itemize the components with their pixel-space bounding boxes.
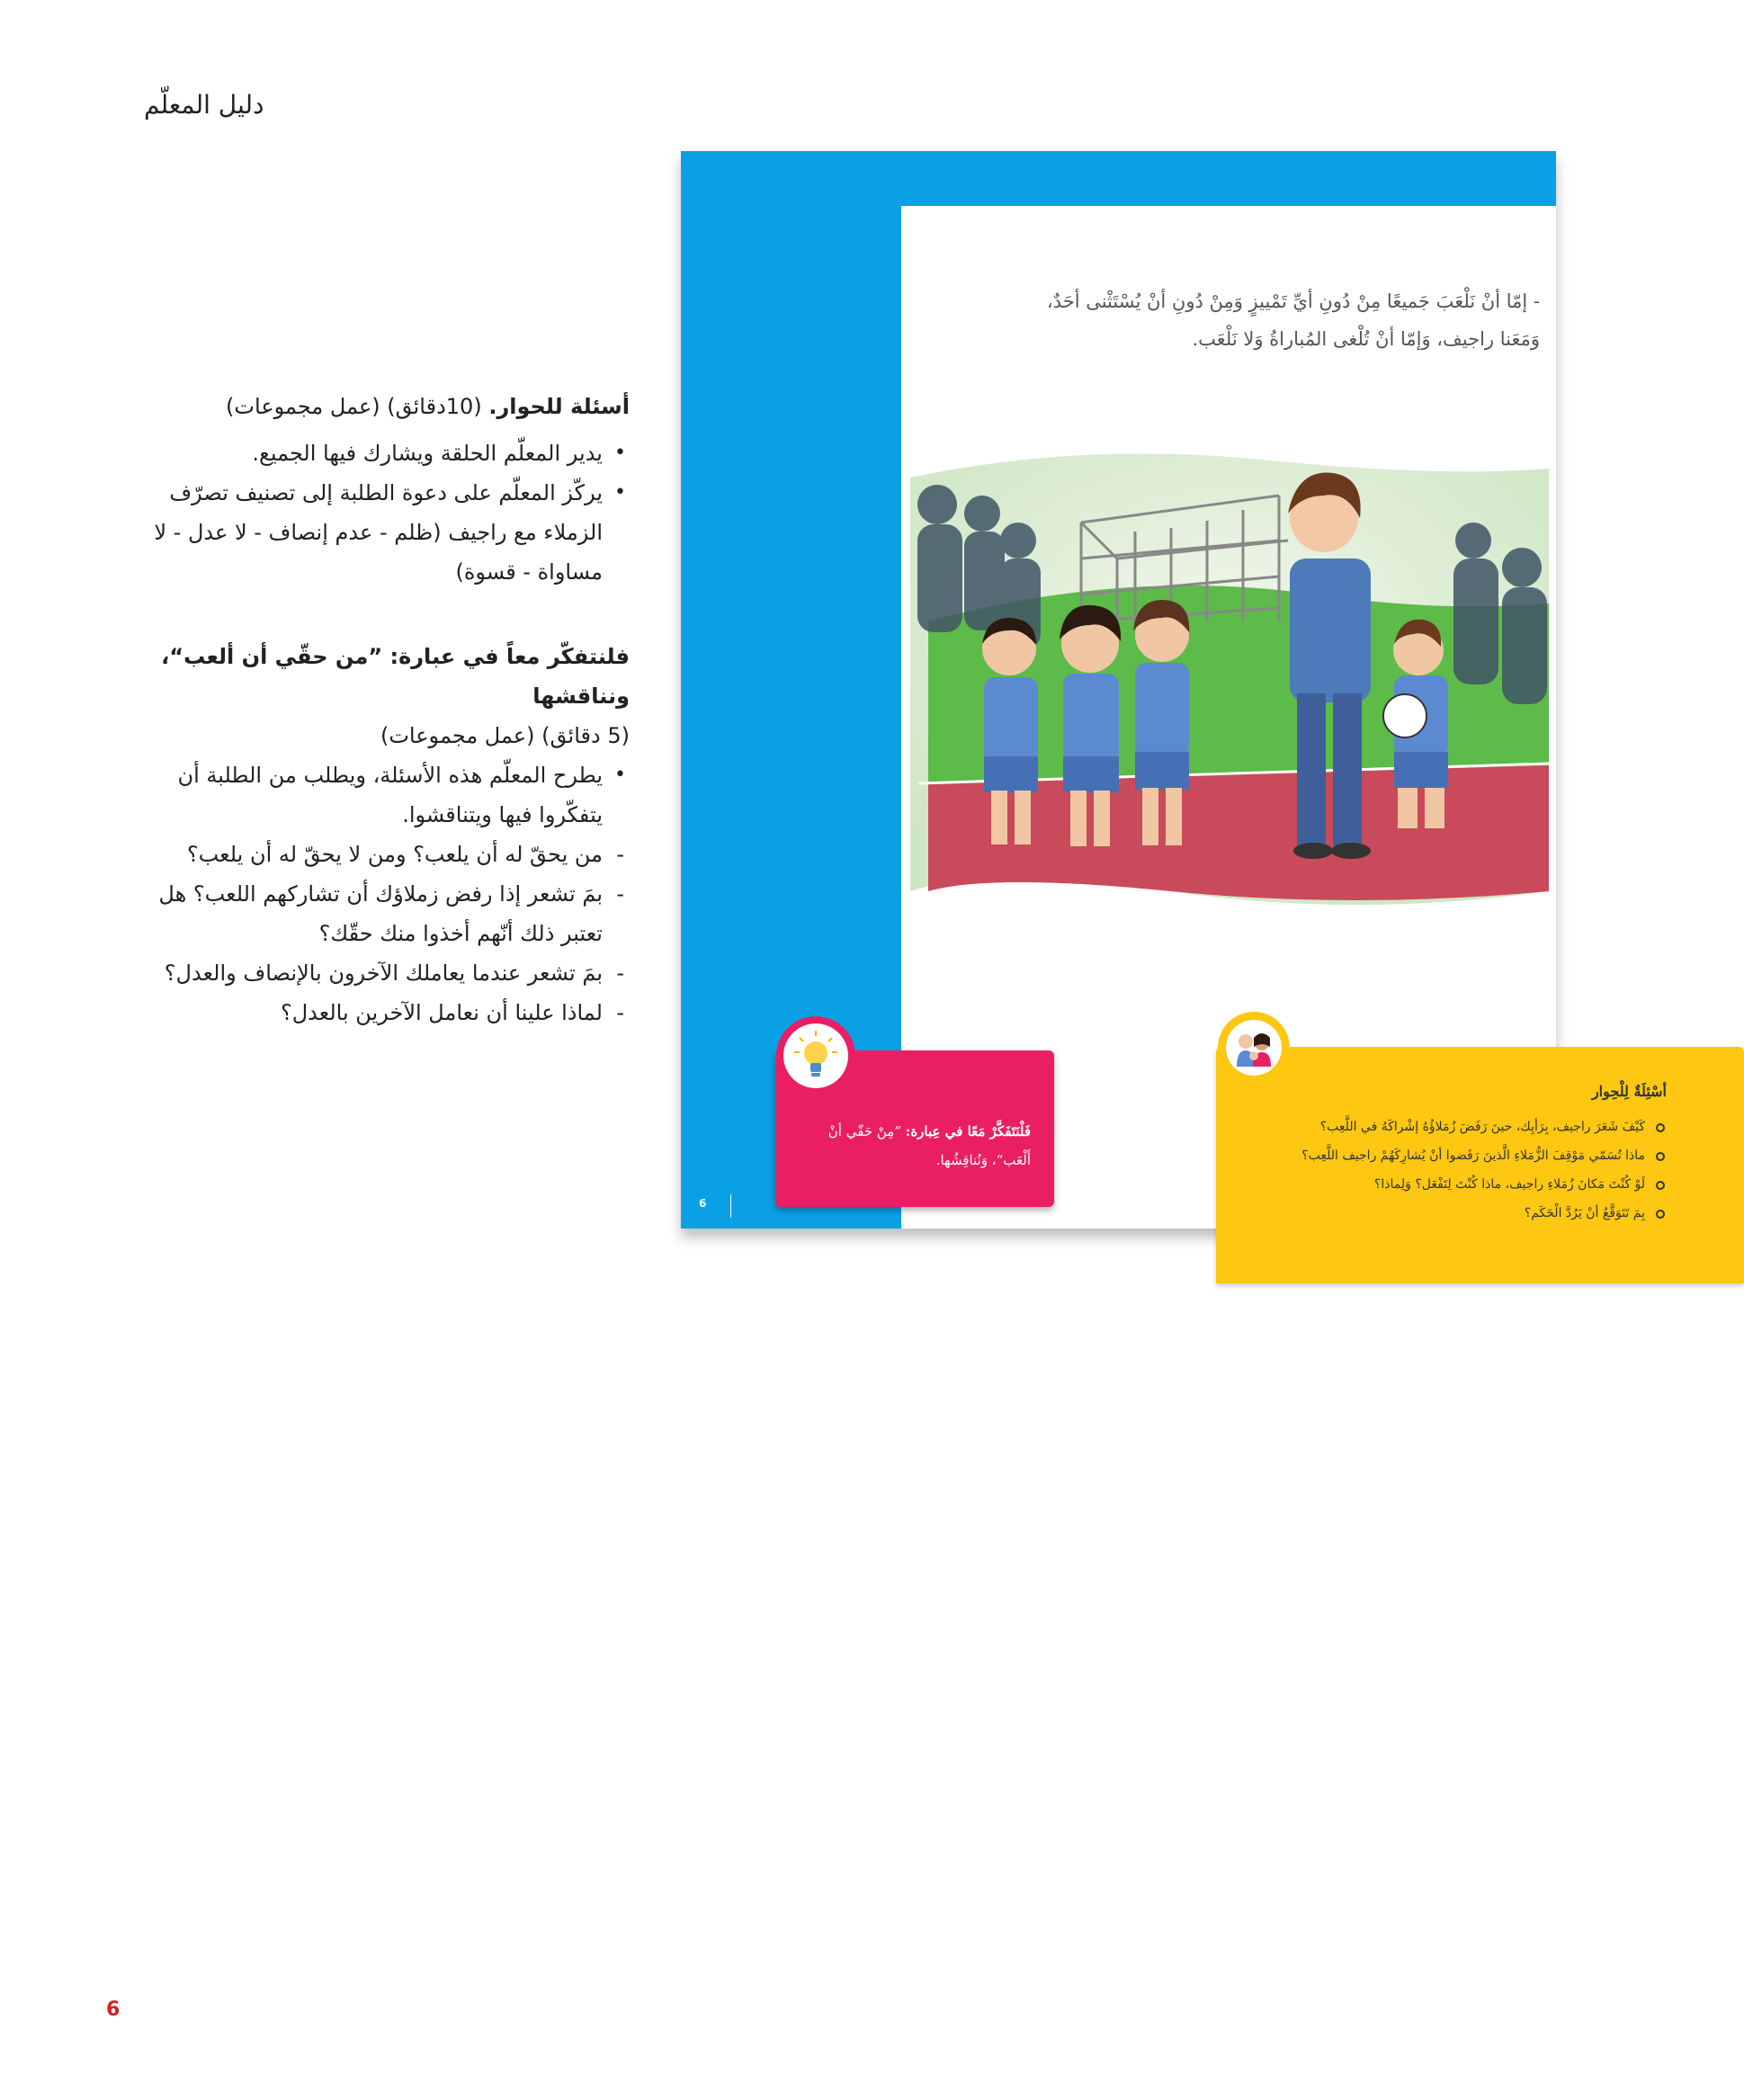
dialogue-questions-list	[1199, 1113, 1667, 1228]
question-item: كَيْفَ شَعَرَ راجيف، بِرَأيِك، حينَ رَفَضَ زُمَلاؤُهُ إشْراكَهُ في اللَّعِب؟	[1199, 1113, 1667, 1141]
list-item: • يركّز المعلّم على دعوة الطلبة إلى تصنيف تصرّف الزملاء مع راجيف (ظلم - عدم إنصاف - لا عدل - لا مساواة - قسوة)	[144, 473, 630, 592]
teacher-notes	[144, 387, 630, 1032]
page-number: 6	[106, 1998, 121, 2021]
list-item: • يطرح المعلّم هذه الأسئلة، ويطلب من الطلبة أن يتفكّروا فيها ويتناقشوا.	[144, 755, 630, 835]
question-item: - بمَ تشعر عندما يعاملك الآخرون بالإنصاف والعدل؟	[144, 953, 630, 993]
dialogue-questions-box	[1216, 1047, 1744, 1283]
dialogue-section-title: أسئلة للحوار.	[488, 394, 630, 419]
guide-header-title: دليل المعلّم	[144, 90, 264, 120]
reflect-together-text	[797, 1117, 1031, 1175]
lightbulb-icon	[776, 1016, 855, 1095]
dialogue-section-subtitle: (10دقائق) (عمل مجموعات)	[226, 394, 482, 419]
list-item: • يدير المعلّم الحلقة ويشارك فيها الجميع.	[144, 433, 630, 473]
page-divider	[730, 1194, 731, 1218]
reflect-section-list	[144, 755, 630, 1032]
question-item: ماذا تُسَمّي مَوْقِفَ الزُّمَلاءِ الَّذينَ رَفَضوا أنْ يُشارِكَهُمْ راجيف اللَّعِب؟	[1199, 1141, 1667, 1170]
reflect-statement: ”مِنْ حَقّي أنْ أَلْعَب“، وَنُناقِشُها.	[827, 1123, 1031, 1168]
book-page-number: 6	[699, 1197, 707, 1210]
question-item: - من يحقّ له أن يلعب؟ ومن لا يحقّ له أن يلعب؟	[144, 835, 630, 874]
story-line: وَمَعَنا راجيف، وَإمّا أنْ تُلْغى المُباراةُ وَلا نَلْعَب.	[1192, 328, 1540, 350]
question-item: - لماذا علينا أن نعامل الآخرين بالعدل؟	[144, 993, 630, 1032]
story-text	[1000, 282, 1540, 358]
dialogue-questions-title: أسْئِلَةٌ لِلْحِوار	[1591, 1083, 1667, 1100]
reflect-section-subtitle: (5 دقائق) (عمل مجموعات)	[380, 723, 630, 748]
student-book-page	[681, 151, 1667, 1229]
question-item: - بمَ تشعر إذا رفض زملاؤك أن تشاركهم اللعب؟ هل تعتبر ذلك أنّهم أخذوا منك حقّك؟	[144, 874, 630, 953]
question-item: لَوْ كُنْتَ مَكانَ زُمَلاءِ راجيف، ماذا كُنْتَ لِتَفْعَل؟ وَلِماذا؟	[1199, 1170, 1667, 1199]
reflect-section-title: فلنتفكّر معاً في عبارة: ”من حقّي أن ألعب“، ونناقشها	[161, 644, 630, 709]
reflect-lead: فَلْنَتَفَكَّرْ مَعًا في عِبارة:	[905, 1123, 1031, 1139]
question-item: بِمَ تَتَوَقَّعُ أنْ يَرُدَّ الْحَكَم؟	[1199, 1199, 1667, 1228]
family-icon	[1218, 1012, 1290, 1084]
dialogue-section-heading	[144, 387, 630, 426]
dialogue-section-list	[144, 433, 630, 592]
children-football-illustration	[901, 442, 1556, 909]
story-line: - إمّا أنْ نَلْعَبَ جَميعًا مِنْ دُونِ أيِّ تَمْييزٍ وَمِنْ دُونِ أنْ يُسْتَثْنى أحَدٌ،	[1046, 290, 1540, 312]
